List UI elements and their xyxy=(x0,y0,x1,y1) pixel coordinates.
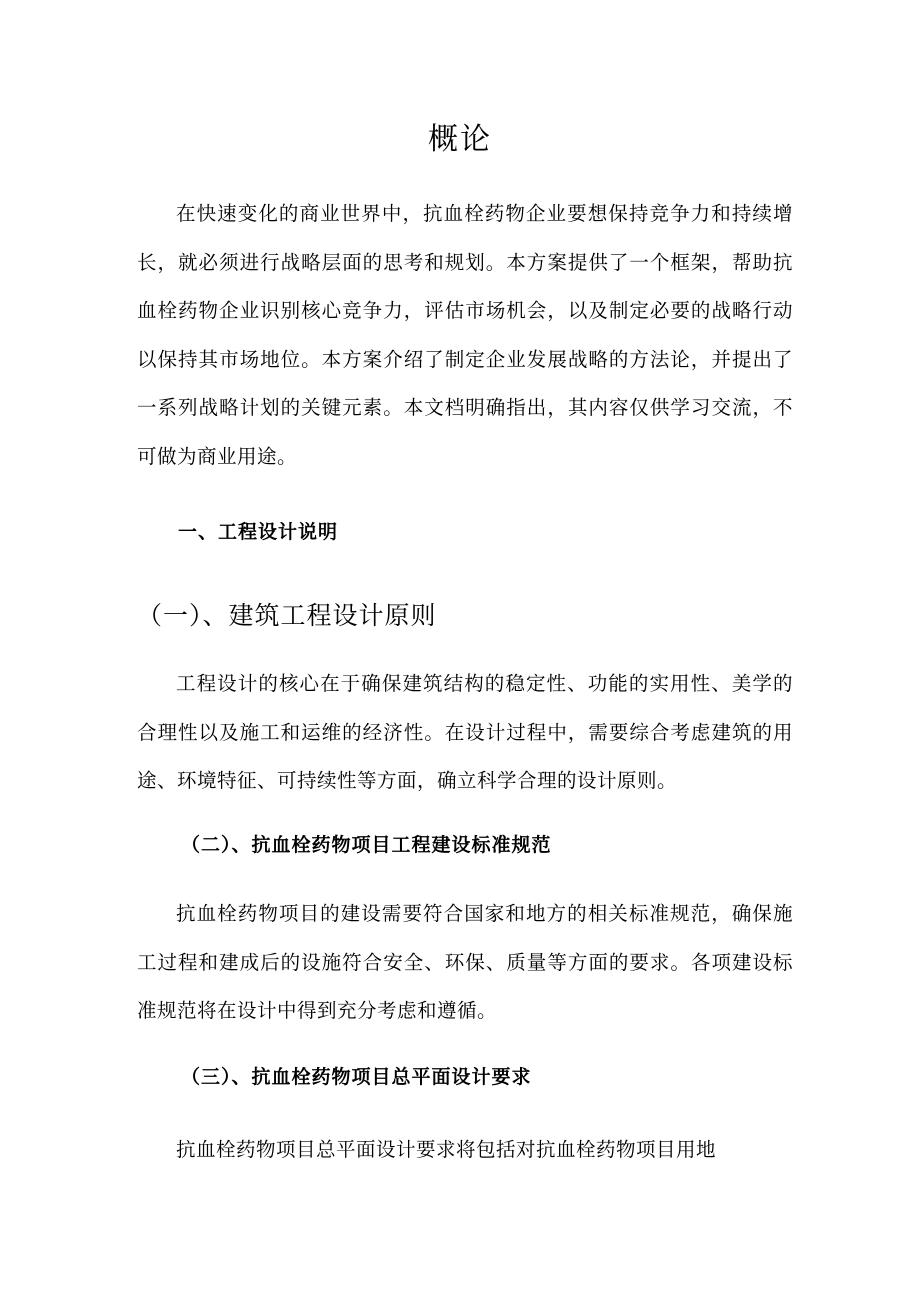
subsection-heading-site-plan-requirements: （三）、抗血栓药物项目总平面设计要求 xyxy=(181,1066,532,1088)
site-plan-requirements-paragraph: 抗血栓药物项目总平面设计要求将包括对抗血栓药物项目用地 xyxy=(176,1138,717,1161)
page-title: 概论 xyxy=(428,122,492,157)
subsection-heading-construction-standards: （二）、抗血栓药物项目工程建设标准规范 xyxy=(181,834,552,856)
subsection-heading-design-principles: （一）、建筑工程设计原则 xyxy=(137,601,437,630)
intro-paragraph: 在快速变化的商业世界中，抗血栓药物企业要想保持竞争力和持续增长，就必须进行战略层面的思考和规划。本方案提供了一个框架，帮助抗血栓药物企业识别核心竞争力，评估市场机会，以及制定必要的战略行动以保持其市场地位。本方案介绍了制定企业发展战略的方法论，并提出了一系列战略计划的关键元素。本文档明确指出，其内容仅供学习交流，不可做为商业用途。 xyxy=(137,202,793,468)
section-heading-engineering-design: 一、工程设计说明 xyxy=(178,521,339,543)
construction-standards-paragraph: 抗血栓药物项目的建设需要符合国家和地方的相关标准规范，确保施工过程和建成后的设施符合安全、环保、质量等方面的要求。各项建设标准规范将在设计中得到充分考虑和遵循。 xyxy=(137,902,793,1022)
design-principles-paragraph: 工程设计的核心在于确保建筑结构的稳定性、功能的实用性、美学的合理性以及施工和运维的经济性。在设计过程中，需要综合考虑建筑的用途、环境特征、可持续性等方面，确立科学合理的设计原则。 xyxy=(137,672,793,792)
